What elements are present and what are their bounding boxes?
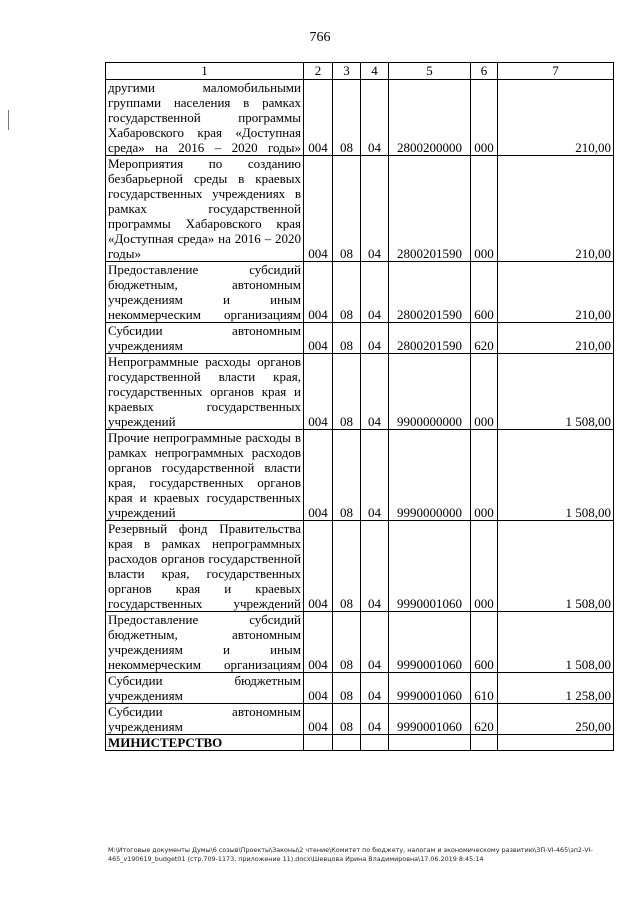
ministry-heading: МИНИСТЕРСТВО (106, 735, 304, 751)
row-code-c3: 08 (333, 323, 361, 354)
row-name: Субсидии автономным учреждениям (106, 323, 304, 354)
row-amount: 1 258,00 (498, 673, 614, 704)
row-code-c4: 04 (361, 704, 389, 735)
column-header: 2 (304, 63, 333, 80)
budget-table (105, 62, 614, 751)
row-code-c5: 2800201590 (389, 262, 471, 323)
row-code-c4: 04 (361, 262, 389, 323)
row-code-c6: 620 (471, 323, 498, 354)
empty-cell (361, 735, 389, 751)
row-amount: 1 508,00 (498, 430, 614, 521)
row-code-c3: 08 (333, 704, 361, 735)
row-code-c3: 08 (333, 430, 361, 521)
row-amount: 210,00 (498, 262, 614, 323)
column-header: 5 (389, 63, 471, 80)
table-row (106, 262, 614, 323)
table-header-row (106, 63, 614, 80)
row-code-c6: 600 (471, 612, 498, 673)
row-code-c4: 04 (361, 673, 389, 704)
row-code-c6: 000 (471, 430, 498, 521)
row-amount: 210,00 (498, 323, 614, 354)
page-number: 766 (309, 30, 331, 45)
table-row (106, 80, 614, 156)
table-row (106, 704, 614, 735)
row-amount: 250,00 (498, 704, 614, 735)
row-code-c5: 9900000000 (389, 354, 471, 430)
row-code-c4: 04 (361, 323, 389, 354)
row-name: Субсидии бюджетным учреждениям (106, 673, 304, 704)
row-code-c5: 2800201590 (389, 156, 471, 262)
row-code-c5: 2800201590 (389, 323, 471, 354)
table-row (106, 673, 614, 704)
row-code-c2: 004 (304, 673, 333, 704)
row-code-c4: 04 (361, 80, 389, 156)
row-code-c5: 9990001060 (389, 704, 471, 735)
row-name: другими маломобильными группами населения в рамках государственной программы Хабаровского края «Доступная среда» на 2016 – 2020 годы» (106, 80, 304, 156)
row-code-c5: 9990001060 (389, 612, 471, 673)
row-code-c2: 004 (304, 80, 333, 156)
row-code-c3: 08 (333, 673, 361, 704)
row-code-c2: 004 (304, 704, 333, 735)
empty-cell (333, 735, 361, 751)
row-name: Прочие непрограммные расходы в рамках непрограммных расходов органов государственной власти края, государственных органов края и краевых государственных учреждений (106, 430, 304, 521)
table-row (106, 612, 614, 673)
row-code-c5: 9990000000 (389, 430, 471, 521)
empty-cell (389, 735, 471, 751)
row-code-c6: 000 (471, 521, 498, 612)
table-row (106, 521, 614, 612)
column-header: 6 (471, 63, 498, 80)
row-code-c6: 000 (471, 80, 498, 156)
row-amount: 1 508,00 (498, 612, 614, 673)
row-code-c6: 600 (471, 262, 498, 323)
row-code-c6: 620 (471, 704, 498, 735)
row-code-c5: 9990001060 (389, 673, 471, 704)
row-code-c2: 004 (304, 354, 333, 430)
table-row (106, 354, 614, 430)
empty-cell (498, 735, 614, 751)
row-code-c4: 04 (361, 354, 389, 430)
row-name: Субсидии автономным учреждениям (106, 704, 304, 735)
row-name: Предоставление субсидий бюджетным, автономным учреждениям и иным некоммерческим организациям (106, 262, 304, 323)
row-name: Резервный фонд Правительства края в рамках непрограммных расходов органов государственной власти края, государственных органов края и краевых государственных учреждений (106, 521, 304, 612)
column-header: 4 (361, 63, 389, 80)
column-header: 7 (498, 63, 614, 80)
row-code-c3: 08 (333, 80, 361, 156)
column-header: 1 (106, 63, 304, 80)
table-row (106, 430, 614, 521)
empty-cell (471, 735, 498, 751)
table-row-ministry (106, 735, 614, 751)
row-code-c6: 610 (471, 673, 498, 704)
row-code-c2: 004 (304, 612, 333, 673)
row-code-c6: 000 (471, 156, 498, 262)
row-code-c5: 2800200000 (389, 80, 471, 156)
row-code-c3: 08 (333, 156, 361, 262)
row-amount: 210,00 (498, 156, 614, 262)
row-code-c3: 08 (333, 612, 361, 673)
row-code-c2: 004 (304, 323, 333, 354)
table-row (106, 323, 614, 354)
column-header: 3 (333, 63, 361, 80)
row-code-c6: 000 (471, 354, 498, 430)
row-name: Мероприятия по созданию безбарьерной среды в краевых государственных учреждениях в рамках государственной программы Хабаровского края «Доступная среда» на 2016 – 2020 годы» (106, 156, 304, 262)
row-code-c4: 04 (361, 156, 389, 262)
row-amount: 1 508,00 (498, 521, 614, 612)
row-code-c4: 04 (361, 430, 389, 521)
row-code-c2: 004 (304, 430, 333, 521)
row-code-c3: 08 (333, 262, 361, 323)
row-code-c4: 04 (361, 521, 389, 612)
row-code-c2: 004 (304, 156, 333, 262)
row-code-c3: 08 (333, 354, 361, 430)
margin-mark (8, 110, 9, 130)
document-footer-path: M:\Итоговые документы Думы\6 созыв\Проекты\Законы\2 чтение\Комитет по бюджету, налогам и экономическому развитию\3П-VI-465\зп2-VI-465_v190619_budget01 (стр.709-1173, приложение 11).docx\Шевцова Ирина Владимировна\17.06.2019 8:45:14 (108, 846, 593, 863)
row-amount: 210,00 (498, 80, 614, 156)
row-code-c2: 004 (304, 262, 333, 323)
table-row (106, 156, 614, 262)
empty-cell (304, 735, 333, 751)
row-name: Непрограммные расходы органов государственной власти края, государственных органов края и краевых государственных учреждений (106, 354, 304, 430)
row-code-c5: 9990001060 (389, 521, 471, 612)
row-name: Предоставление субсидий бюджетным, автономным учреждениям и иным некоммерческим организациям (106, 612, 304, 673)
row-code-c2: 004 (304, 521, 333, 612)
row-code-c4: 04 (361, 612, 389, 673)
row-amount: 1 508,00 (498, 354, 614, 430)
row-code-c3: 08 (333, 521, 361, 612)
